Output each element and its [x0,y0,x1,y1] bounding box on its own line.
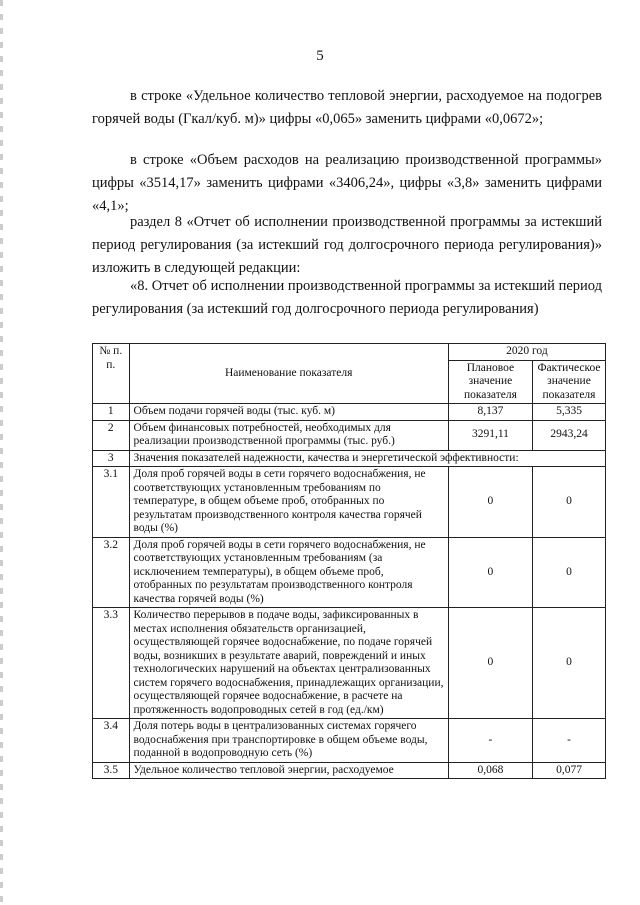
row-num: 1 [93,404,130,421]
row-name: Значения показателей надежности, качества и энергетической эффективности: [129,450,605,467]
table-row [93,404,606,421]
header-plan: Плановое значение показателя [448,360,532,404]
table-row [93,420,606,450]
table-row [93,450,606,467]
row-fact: - [533,719,606,763]
table-header-row-1 [93,344,606,361]
table-row [93,537,606,608]
row-num: 3.1 [93,467,130,538]
row-fact: 0 [533,608,606,719]
row-num: 3.3 [93,608,130,719]
table-row [93,719,606,763]
paragraph-2: в строке «Объем расходов на реализацию производственной программы» цифры «3514,17» заменить цифрами «3406,24», цифры «3,8» заменить цифрами «4,1»; [92,152,602,214]
row-plan: 0 [448,467,532,538]
header-year: 2020 год [448,344,605,361]
row-plan: 0,068 [448,762,532,779]
row-plan: 3291,11 [448,420,532,450]
row-num: 3.2 [93,537,130,608]
header-num: № п. п. [93,344,130,404]
row-plan: - [448,719,532,763]
scan-edge-mark [0,0,3,905]
row-name: Объем подачи горячей воды (тыс. куб. м) [129,404,448,421]
paragraph-4: «8. Отчет об исполнении производственной программы за истекший период регулирования (за истекший год долгосрочного периода регулирования) [92,278,602,317]
row-fact: 0,077 [533,762,606,779]
table-row [93,467,606,538]
row-num: 2 [93,420,130,450]
report-table [92,343,606,779]
table-row [93,608,606,719]
row-plan: 0 [448,537,532,608]
row-name: Удельное количество тепловой энергии, расходуемое [129,762,448,779]
page-number: 5 [316,48,324,64]
row-fact: 5,335 [533,404,606,421]
row-num: 3.4 [93,719,130,763]
row-num: 3 [93,450,130,467]
row-name: Объем финансовых потребностей, необходимых для реализации производственной программы (тыс. руб.) [129,420,448,450]
paragraph-3: раздел 8 «Отчет об исполнении производственной программы за истекший период регулирования (за истекший год долгосрочного периода регулирования)» изложить в следующей редакции: [92,214,602,276]
row-fact: 2943,24 [533,420,606,450]
paragraph-1: в строке «Удельное количество тепловой энергии, расходуемое на подогрев горячей воды (Гкал/куб. м)» цифры «0,065» заменить цифрами «0,0672»; [92,88,602,127]
header-name: Наименование показателя [129,344,448,404]
row-name: Доля проб горячей воды в сети горячего водоснабжения, не соответствующих установленным требованиям (за исключением температуры), в общем объеме проб, отобранных по результатам производственного контроля качества горячей воды (%) [129,537,448,608]
table-row [93,762,606,779]
row-plan: 0 [448,608,532,719]
row-name: Количество перерывов в подаче воды, зафиксированных в местах исполнения обязательств организацией, осуществляющей горячее водоснабжение, по подаче горячей воды, возникших в результате аварий, повреждений и иных технологических нарушений на объектах централизованных систем горячего водоснабжения, принадлежащих организации, осуществляющей горячее водоснабжение, в расчете на протяженность водопроводных сетей в год (ед./км) [129,608,448,719]
row-fact: 0 [533,467,606,538]
row-name: Доля потерь воды в централизованных системах горячего водоснабжения при транспортировке в общем объеме воды, поданной в водопроводную сеть (%) [129,719,448,763]
row-fact: 0 [533,537,606,608]
row-num: 3.5 [93,762,130,779]
header-fact: Фактическое значение показателя [533,360,606,404]
row-name: Доля проб горячей воды в сети горячего водоснабжения, не соответствующих установленным требованиям по температуре, в общем объеме проб, отобранных по результатам производственного контроля качества горячей воды (%) [129,467,448,538]
row-plan: 8,137 [448,404,532,421]
